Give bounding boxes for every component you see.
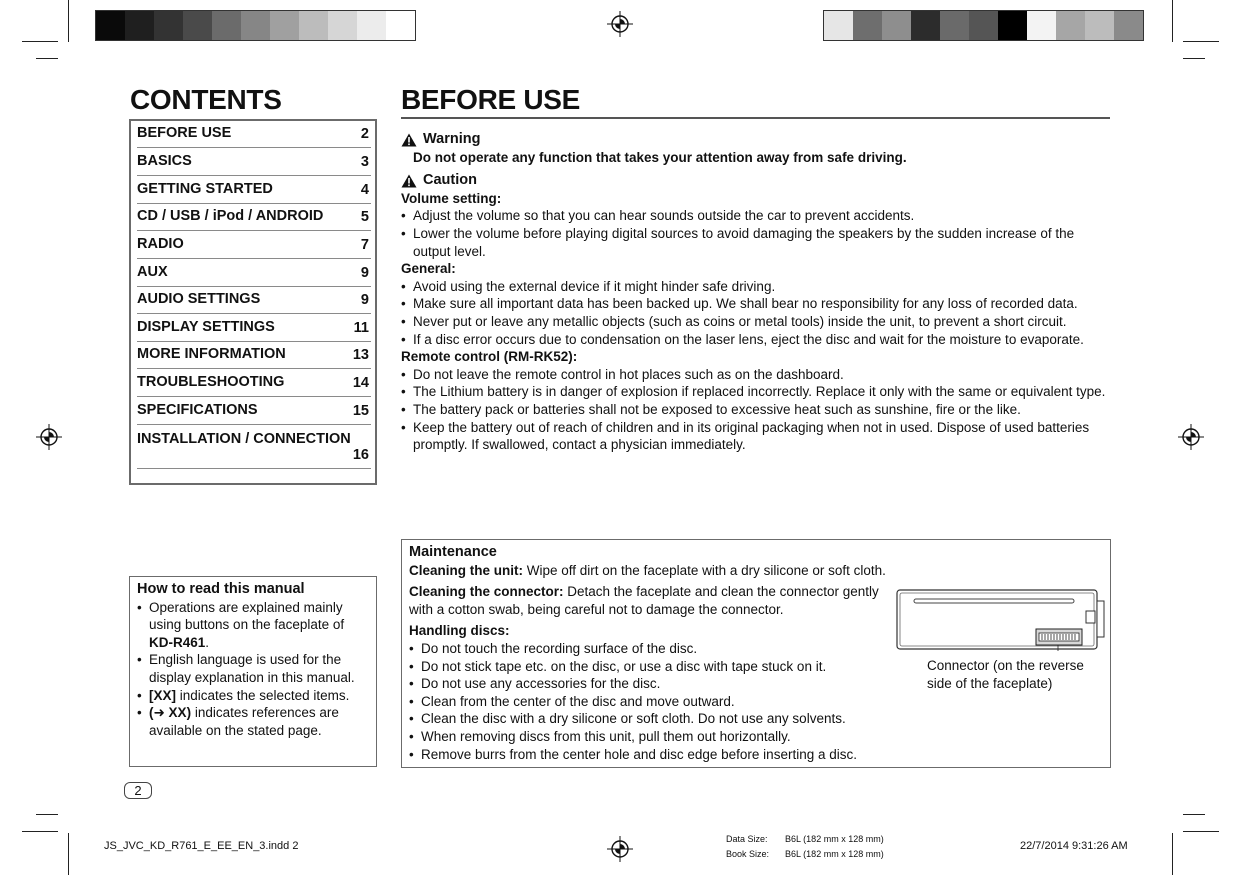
toc-label: RADIO	[137, 236, 184, 252]
maintenance-box	[401, 539, 1111, 768]
list-item: • The battery pack or batteries shall not be exposed to excessive heat such as sunshine, fire or the like.	[401, 401, 1111, 419]
volume-list	[401, 207, 1111, 260]
list-item: • English language is used for the display explanation in this manual.	[137, 651, 369, 686]
toc-item-cd-usb-ipod-android[interactable]	[137, 208, 371, 231]
warning-title: Warning	[423, 131, 481, 147]
item-text: Operations are explained mainly using buttons on the faceplate of	[149, 599, 345, 633]
toc-page: 13	[352, 347, 369, 363]
list-item: • Keep the battery out of reach of children and in its original packaging when not in used. Dispose of used batteries promptly. If swallowed, contact a physician immediately.	[401, 419, 1111, 454]
toc-label: MORE INFORMATION	[137, 346, 286, 362]
list-item	[137, 599, 369, 652]
cleaning-unit-body: Wipe off dirt on the faceplate with a dry silicone or soft cloth.	[523, 562, 886, 578]
toc-page: 5	[360, 209, 369, 225]
toc-page: 9	[360, 265, 369, 281]
cleaning-connector-text	[409, 583, 879, 618]
how-to-read-list	[137, 599, 369, 740]
toc-item-radio[interactable]	[137, 236, 371, 259]
color-swatch	[183, 11, 212, 40]
model-name: KD-R461	[149, 634, 206, 650]
toc-page: 9	[360, 292, 369, 308]
color-swatch	[357, 11, 386, 40]
caution-heading	[401, 172, 1111, 190]
how-to-read-title: How to read this manual	[137, 581, 305, 597]
toc-label: INSTALLATION /	[137, 431, 250, 447]
toc-label: GETTING STARTED	[137, 181, 273, 197]
color-swatch	[853, 11, 882, 40]
list-item: • Never put or leave any metallic objects (such as coins or metal tools) inside the unit, to prevent a short circuit.	[401, 313, 1111, 331]
contents-title: CONTENTS	[130, 84, 282, 115]
general-list	[401, 278, 1111, 348]
color-swatch	[299, 11, 328, 40]
toc-page: 15	[352, 403, 369, 419]
toc-label: BEFORE USE	[137, 125, 232, 141]
volume-heading: Volume setting:	[401, 190, 502, 206]
toc-label: CD / USB / iPod / ANDROID	[137, 208, 324, 224]
cleaning-connector-label: Cleaning the connector:	[409, 584, 564, 600]
toc-item-getting-started[interactable]	[137, 181, 371, 204]
color-bar-right	[823, 10, 1144, 41]
toc-label: AUX	[137, 264, 168, 280]
color-swatch	[940, 11, 969, 40]
data-size-value: B6L (182 mm x 128 mm)	[785, 834, 884, 844]
bracket-notation: [XX]	[149, 687, 176, 703]
toc-item-before-use[interactable]	[137, 125, 371, 148]
registration-mark-icon	[1178, 424, 1204, 450]
color-bar-left	[95, 10, 416, 41]
list-item	[137, 687, 369, 705]
connector-caption: Connector (on the reverse side of the faceplate)	[927, 658, 1084, 691]
cleaning-unit-text	[409, 562, 1103, 580]
list-item: • Do not stick tape etc. on the disc, or use a disc with tape stuck on it.	[409, 658, 1103, 676]
data-size-label: Data Size:	[726, 834, 768, 844]
color-swatch	[125, 11, 154, 40]
caution-title: Caution	[423, 172, 477, 189]
item-text: indicates the selected items.	[176, 687, 350, 703]
list-item: • Clean the disc with a dry silicone or soft cloth. Do not use any solvents.	[409, 710, 1103, 728]
footer-timestamp: 22/7/2014 9:31:26 AM	[1020, 840, 1128, 852]
registration-mark-icon	[607, 836, 633, 862]
footer-filename: JS_JVC_KD_R761_E_EE_EN_3.indd 2	[104, 840, 299, 852]
list-item: • Do not leave the remote control in hot places such as on the dashboard.	[401, 366, 1111, 384]
toc-item-installation-connection[interactable]	[137, 429, 371, 469]
toc-item-aux[interactable]	[137, 264, 371, 287]
list-item: • Remove burrs from the center hole and disc edge before inserting a disc.	[409, 746, 1103, 764]
book-size-value: B6L (182 mm x 128 mm)	[785, 849, 884, 859]
color-swatch	[969, 11, 998, 40]
book-size-label: Book Size:	[726, 849, 770, 859]
registration-mark-icon	[607, 11, 633, 37]
cleaning-connector-body: Detach the faceplate and clean the connector gently with a cotton swab, being careful not to damage the connector.	[409, 584, 879, 617]
list-item	[137, 704, 369, 739]
color-swatch	[96, 11, 125, 40]
color-swatch	[1027, 11, 1056, 40]
toc-label: CONNECTION	[253, 431, 351, 447]
color-swatch	[270, 11, 299, 40]
before-use-body	[401, 131, 1111, 454]
warning-text: Do not operate any function that takes your attention away from safe driving.	[413, 149, 907, 165]
toc-item-basics[interactable]	[137, 153, 371, 176]
color-swatch	[998, 11, 1027, 40]
color-swatch	[386, 11, 415, 40]
toc-page: 2	[360, 126, 369, 142]
toc-item-audio-settings[interactable]	[137, 291, 371, 314]
before-use-title: BEFORE USE	[401, 84, 581, 115]
color-swatch	[1085, 11, 1114, 40]
registration-mark-icon	[36, 424, 62, 450]
faceplate-connector-illustration	[896, 589, 1106, 651]
maintenance-title: Maintenance	[409, 544, 497, 560]
cleaning-unit-label: Cleaning the unit:	[409, 562, 523, 578]
list-item: • Make sure all important data has been backed up. We shall bear no responsibility for any loss of recorded data.	[401, 295, 1111, 313]
toc-label: BASICS	[137, 153, 192, 169]
toc-page: 11	[353, 320, 369, 336]
page-number: 2	[124, 782, 152, 799]
toc-label: TROUBLESHOOTING	[137, 374, 285, 390]
list-item: • Do not use any accessories for the disc.	[409, 675, 1103, 693]
list-item: • The Lithium battery is in danger of explosion if replaced incorrectly. Replace it only with the same or equivalent type.	[401, 383, 1111, 401]
table-of-contents	[129, 119, 377, 485]
toc-item-specifications[interactable]	[137, 402, 371, 425]
toc-page: 7	[360, 237, 369, 253]
warning-heading	[401, 131, 1111, 149]
toc-page: 3	[360, 154, 369, 170]
item-text: .	[205, 634, 210, 650]
toc-page: 4	[360, 182, 369, 198]
toc-page: 14	[352, 375, 369, 391]
color-swatch	[154, 11, 183, 40]
color-swatch	[911, 11, 940, 40]
toc-item-more-information[interactable]	[137, 346, 371, 369]
remote-heading: Remote control (RM-RK52):	[401, 349, 578, 365]
toc-label: SPECIFICATIONS	[137, 402, 258, 418]
list-item: • If a disc error occurs due to condensation on the laser lens, eject the disc and wait for the moisture to evaporate.	[401, 331, 1111, 349]
remote-list	[401, 366, 1111, 454]
item-text: indicates references are available on the stated page.	[149, 705, 339, 738]
color-swatch	[328, 11, 357, 40]
caution-triangle-icon	[401, 174, 417, 188]
general-heading: General:	[401, 261, 456, 277]
list-item: • Avoid using the external device if it might hinder safe driving.	[401, 278, 1111, 296]
color-swatch	[1056, 11, 1085, 40]
toc-label: DISPLAY SETTINGS	[137, 319, 275, 335]
list-item: • Clean from the center of the disc and move outward.	[409, 693, 1103, 711]
color-swatch	[212, 11, 241, 40]
list-item: • When removing discs from this unit, pull them out horizontally.	[409, 728, 1103, 746]
reference-notation: (➜ XX)	[149, 705, 192, 721]
toc-label: AUDIO SETTINGS	[137, 291, 261, 307]
list-item: • Adjust the volume so that you can hear sounds outside the car to prevent accidents.	[401, 207, 1111, 225]
handling-heading: Handling discs:	[409, 623, 510, 639]
list-item: • Lower the volume before playing digital sources to avoid damaging the speakers by the sudden increase of the output level.	[401, 225, 1111, 260]
color-swatch	[241, 11, 270, 40]
color-swatch	[824, 11, 853, 40]
toc-page: 16	[352, 447, 369, 463]
warning-triangle-icon	[401, 133, 417, 147]
list-item: • Do not touch the recording surface of the disc.	[409, 640, 1103, 658]
section-rule	[401, 117, 1110, 119]
toc-item-troubleshooting[interactable]	[137, 374, 371, 397]
how-to-read-box	[129, 576, 377, 767]
color-swatch	[882, 11, 911, 40]
color-swatch	[1114, 11, 1143, 40]
toc-item-display-settings[interactable]	[137, 319, 371, 342]
